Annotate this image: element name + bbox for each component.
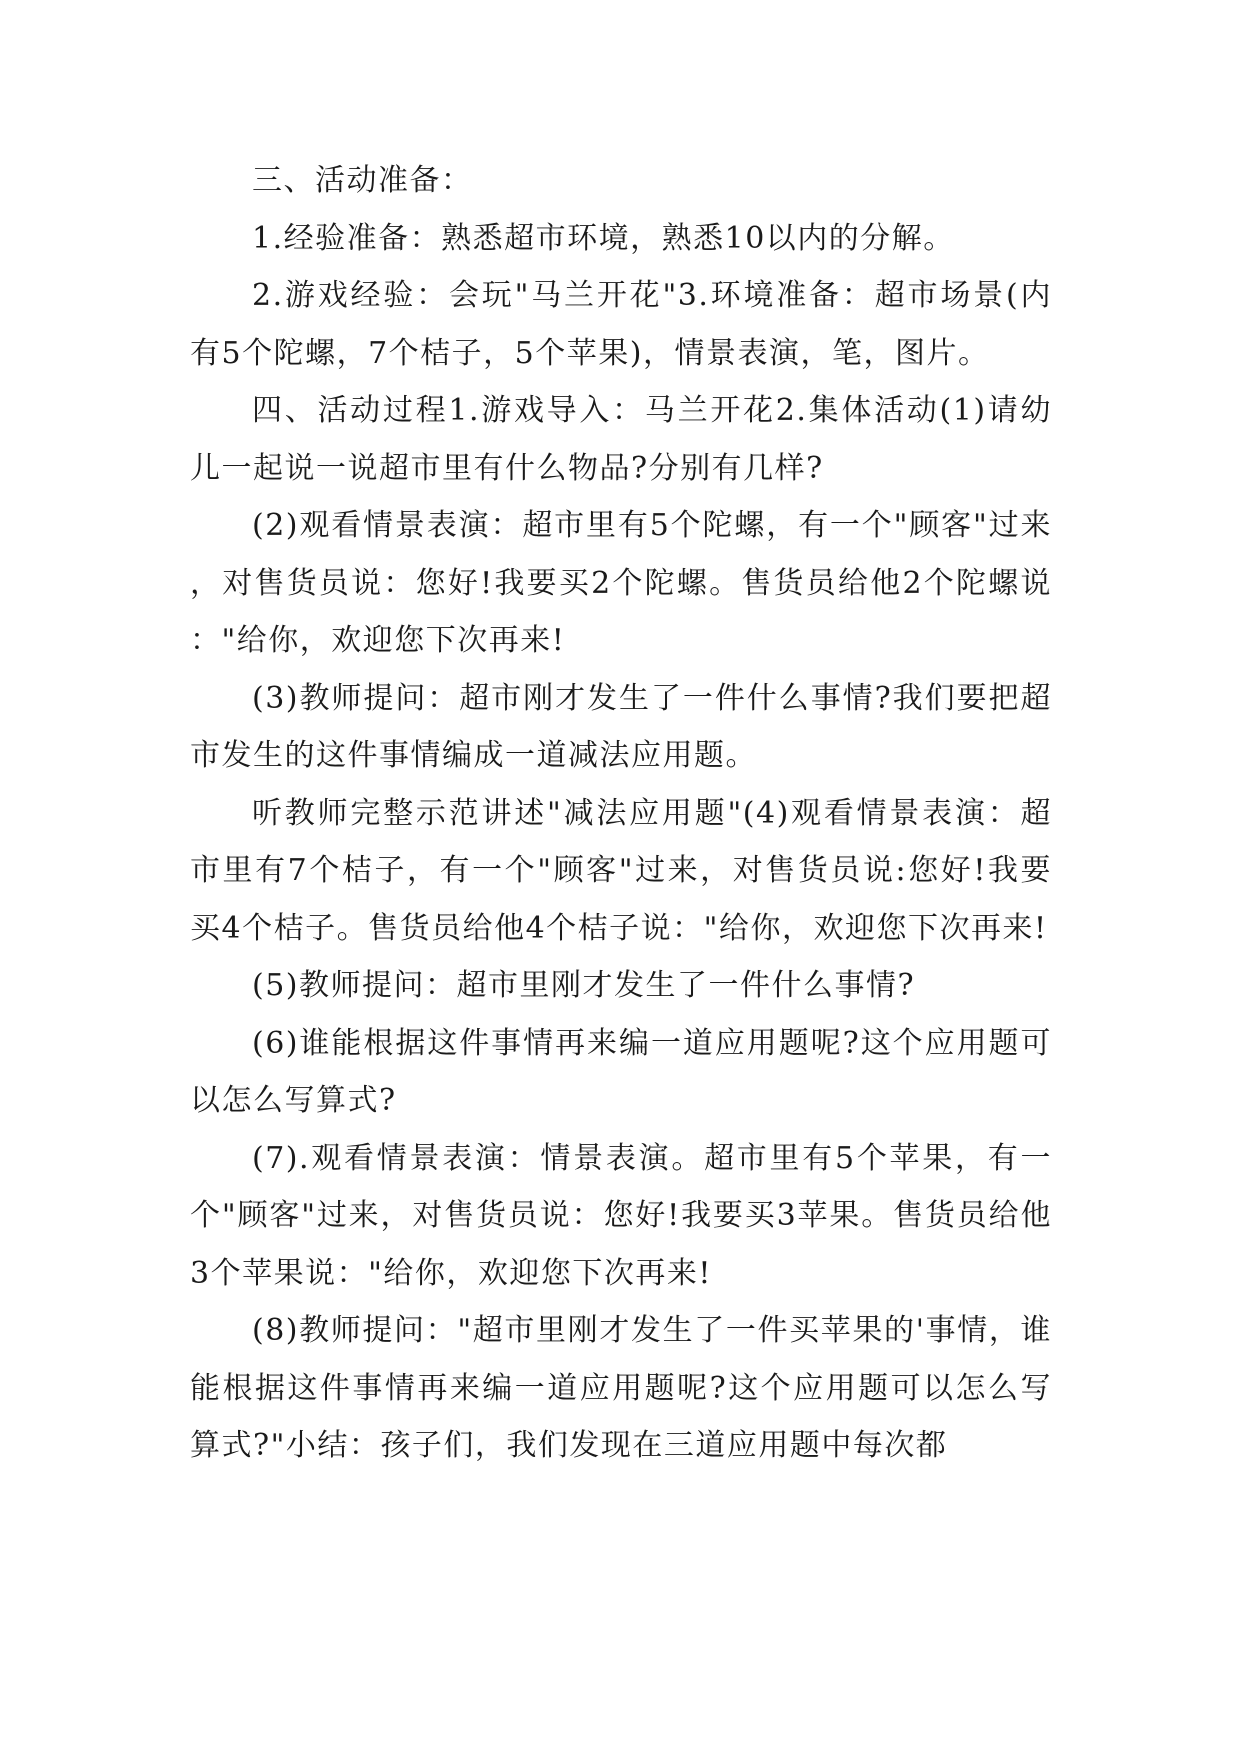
paragraph-step-7: (7).观看情景表演：情景表演。超市里有5个苹果，有一个"顾客"过来，对售货员说：您好!我要买3苹果。售货员给他3个苹果说："给你，欢迎您下次再来!	[190, 1140, 1052, 1291]
paragraph-step-6: (6)谁能根据这件事情再来编一道应用题呢?这个应用题可以怎么写算式?	[190, 1025, 1052, 1118]
paragraph-step-3: (3)教师提问：超市刚才发生了一件什么事情?我们要把超市发生的这件事情编成一道减法应用题。	[190, 680, 1052, 773]
paragraph-experience-prep: 1.经验准备：熟悉超市环境，熟悉10以内的分解。	[252, 220, 955, 256]
document-body	[190, 152, 1052, 1475]
paragraph-step-4: 听教师完整示范讲述"减法应用题"(4)观看情景表演：超市里有7个桔子，有一个"顾客"过来，对售货员说:您好!我要买4个桔子。售货员给他4个桔子说："给你，欢迎您下次再来!	[190, 795, 1052, 946]
section-heading-preparation: 三、活动准备：	[252, 163, 473, 198]
paragraph-activity-process: 四、活动过程1.游戏导入：马兰开花2.集体活动(1)请幼儿一起说一说超市里有什么物品?分别有几样?	[190, 393, 1052, 486]
paragraph-step-2: (2)观看情景表演：超市里有5个陀螺，有一个"顾客"过来，对售货员说：您好!我要买2个陀螺。售货员给他2个陀螺说："给你，欢迎您下次再来!	[190, 508, 1052, 658]
paragraph-step-5: (5)教师提问：超市里刚才发生了一件什么事情?	[252, 968, 916, 1003]
paragraph-game-and-environment-prep: 2.游戏经验：会玩"马兰开花"3.环境准备：超市场景(内有5个陀螺，7个桔子，5个苹果)，情景表演，笔，图片。	[190, 278, 1052, 371]
paragraph-step-8: (8)教师提问："超市里刚才发生了一件买苹果的'事情，谁能根据这件事情再来编一道应用题呢?这个应用题可以怎么写算式?"小结：孩子们，我们发现在三道应用题中每次都	[190, 1313, 1052, 1463]
